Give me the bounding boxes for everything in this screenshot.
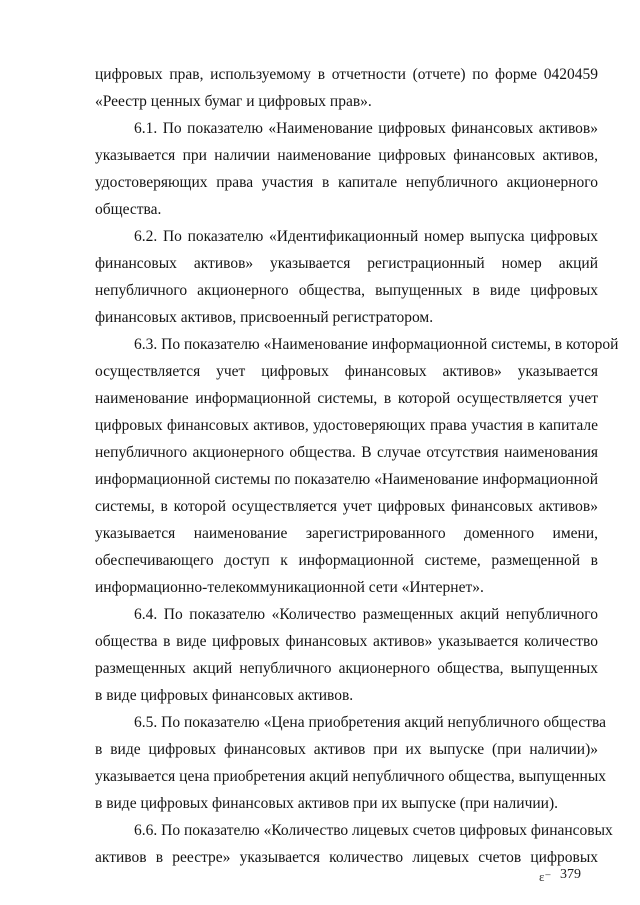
text-line: финансовых активов, присвоенный регистратором. <box>95 309 434 326</box>
text-line: «Реестр ценных бумаг и цифровых прав». <box>95 93 372 110</box>
text-line: непубличного акционерного общества. В случае отсутствия наименования <box>95 444 598 461</box>
text-line: указывается цена приобретения акций непубличного общества, выпущенных <box>95 768 606 785</box>
text-line: непубличного акционерного общества, выпущенных в виде цифровых <box>95 282 598 299</box>
text-line: наименование информационной системы, в которой осуществляется учет <box>95 390 598 407</box>
text-line: обеспечивающего доступ к информационной системе, размещенной в <box>95 552 598 569</box>
text-line: указывается при наличии наименование цифровых финансовых активов, <box>95 147 598 164</box>
text-line: указывается наименование зарегистрированного доменного имени, <box>95 525 598 542</box>
text-line: в виде цифровых финансовых активов при их выпуске (при наличии). <box>95 795 558 812</box>
text-line: цифровых прав, используемому в отчетности (отчете) по форме 0420459 <box>95 66 598 83</box>
text-line: финансовых активов» указывается регистрационный номер акций <box>95 255 598 272</box>
paragraph-6-5-start: 6.5. По показателю «Цена приобретения акций непубличного общества <box>134 714 606 731</box>
text-line: активов в реестре» указывается количество лицевых счетов цифровых <box>95 849 598 866</box>
page-number: 379 <box>560 867 581 882</box>
stamp-mark: ε⁻ <box>539 869 552 884</box>
paragraph-6-6-start: 6.6. По показателю «Количество лицевых счетов цифровых финансовых <box>134 822 613 839</box>
text-line: информационно-телекоммуникационной сети «Интернет». <box>95 579 484 596</box>
text-line: в виде цифровых финансовых активов при их выпуске (при наличии)» <box>95 741 598 758</box>
text-line: в виде цифровых финансовых активов. <box>95 687 354 704</box>
text-line: системы, в которой осуществляется учет цифровых финансовых активов» <box>95 498 598 515</box>
paragraph-6-1-start: 6.1. По показателю «Наименование цифровых финансовых активов» <box>134 120 598 137</box>
text-line: общества. <box>95 201 162 218</box>
text-line: информационной системы по показателю «Наименование информационной <box>95 471 598 488</box>
text-line: цифровых финансовых активов, удостоверяющих права участия в капитале <box>95 417 598 434</box>
text-line: осуществляется учет цифровых финансовых активов» указывается <box>95 363 598 380</box>
paragraph-6-2-start: 6.2. По показателю «Идентификационный номер выпуска цифровых <box>134 228 598 245</box>
text-line: общества в виде цифровых финансовых активов» указывается количество <box>95 633 598 650</box>
text-line: размещенных акций непубличного акционерного общества, выпущенных <box>95 660 598 677</box>
paragraph-6-3-start: 6.3. По показателю «Наименование информационной системы, в которой <box>134 336 619 353</box>
paragraph-6-4-start: 6.4. По показателю «Количество размещенных акций непубличного <box>134 606 598 623</box>
text-line: удостоверяющих права участия в капитале непубличного акционерного <box>95 174 598 191</box>
